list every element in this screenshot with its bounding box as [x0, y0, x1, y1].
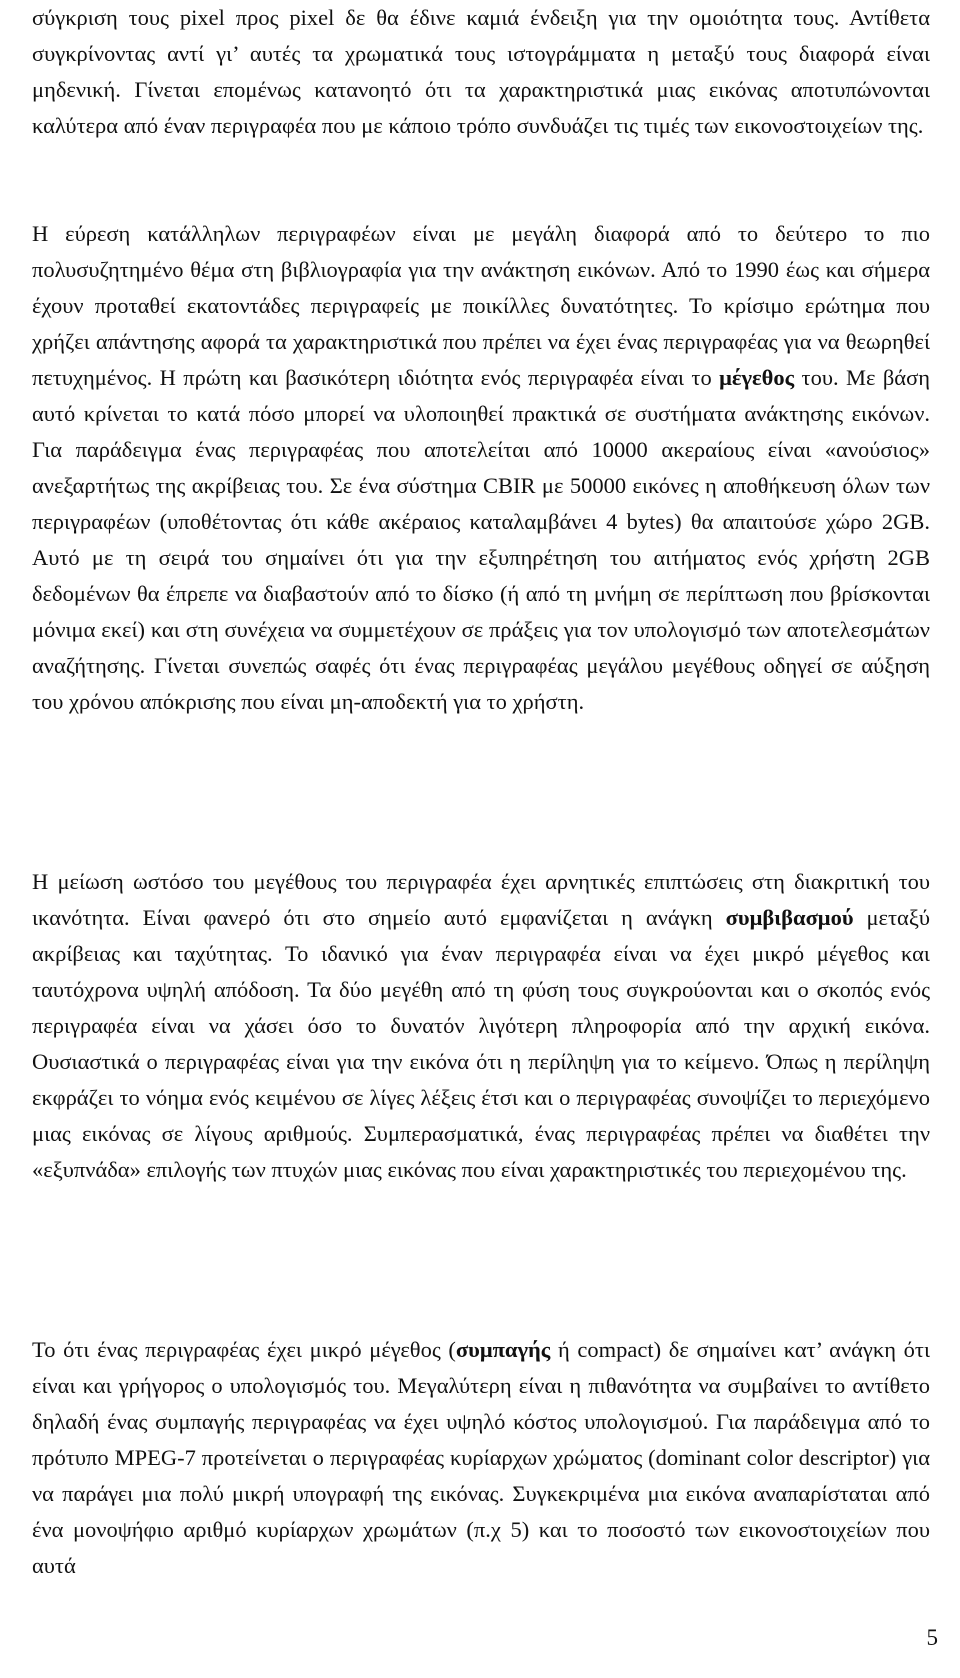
paragraph-4-text-after: ή compact) δε σημαίνει κατ’ ανάγκη ότι είναι και γρήγορος ο υπολογισμός του. Μεγαλύτερη είναι η πιθανότητα να συμβαίνει το αντίθετο δηλαδή ένας συμπαγής περιγραφέας να έχει υψηλό κόστος υπολογισμού. Για παράδειγμα από το πρότυπο MPEG-7 προτείνεται ο περιγραφέας κυρίαρχων χρώματος (dominant color descriptor) για να παράγει μια πολύ μικρή υπογραφή της εικόνας. Συγκεκριμένα μια εικόνα αναπαρίσταται από ένα μονοψήφιο αριθμό κυρίαρχων χρωμάτων (π.χ 5) και το ποσοστό των εικονοστοιχείων που αυτά — [32, 1337, 930, 1578]
paragraph-2-text-before: Η εύρεση κατάλληλων περιγραφέων είναι με μεγάλη διαφορά από το δεύτερο το πιο πολυσυζητημένο θέμα στη βιβλιογραφία για την ανάκτηση εικόνων. Από το 1990 έως και σήμερα έχουν προταθεί εκατοντάδες περιγραφείς με ποικίλλες δυνατότητες. Το κρίσιμο ερώτημα που χρήζει απάντησης αφορά τα χαρακτηριστικά που πρέπει να έχει ένας περιγραφέας για να θεωρηθεί πετυχημένος. Η πρώτη και βασικότερη ιδιότητα ενός περιγραφέα είναι το — [32, 221, 930, 390]
paragraph-3-bold-term: συμβιβασμού — [725, 905, 854, 930]
paragraph-4-text-before: Το ότι ένας περιγραφέας έχει μικρό μέγεθος ( — [32, 1337, 456, 1362]
paragraph-4 — [32, 1332, 930, 1584]
paragraph-3-text-before: Η μείωση ωστόσο του μεγέθους του περιγραφέα έχει αρνητικές επιπτώσεις στη διακριτική του ικανότητα. Είναι φανερό ότι στο σημείο αυτό εμφανίζεται η ανάγκη — [32, 869, 930, 930]
paragraph-2 — [32, 216, 930, 720]
paragraph-1 — [32, 0, 930, 144]
page-number: 5 — [926, 1625, 938, 1650]
paragraph-3 — [32, 864, 930, 1188]
paragraph-2-text-after: του. Με βάση αυτό κρίνεται το κατά πόσο μπορεί να υλοποιηθεί πρακτικά σε συστήματα ανάκτησης εικόνων. Για παράδειγμα ένας περιγραφέας που αποτελείται από 10000 ακεραίους είναι «ανούσιος» ανεξαρτήτως της ακρίβειας του. Σε ένα σύστημα CBIR με 50000 εικόνες η αποθήκευση όλων των περιγραφέων (υποθέτοντας ότι κάθε ακέραιος καταλαμβάνει 4 bytes) θα απαιτούσε χώρο 2GB. Αυτό με τη σειρά του σημαίνει ότι για την εξυπηρέτηση του αιτήματος ενός χρήστη 2GB δεδομένων θα έπρεπε να διαβαστούν από το δίσκο (ή από τη μνήμη σε περίπτωση που βρίσκονται μόνιμα εκεί) και στη συνέχεια να συμμετέχουν σε πράξεις για τον υπολογισμό των αποτελεσμάτων αναζήτησης. Γίνεται συνεπώς σαφές ότι ένας περιγραφέας μεγάλου μεγέθους οδηγεί σε αύξηση του χρόνου απόκρισης που είναι μη-αποδεκτή για το χρήστη. — [32, 365, 930, 714]
paragraph-3-text-after: μεταξύ ακρίβειας και ταχύτητας. Το ιδανικό για έναν περιγραφέα είναι να έχει μικρό μέγεθος και ταυτόχρονα υψηλή απόδοση. Τα δύο μεγέθη από τη φύση τους συγκρούονται και ο σκοπός ενός περιγραφέα είναι να χάσει όσο το δυνατόν λιγότερη πληροφορία από την αρχική εικόνα. Ουσιαστικά ο περιγραφέας είναι για την εικόνα ότι η περίληψη για το κείμενο. Όπως η περίληψη εκφράζει το νόημα ενός κειμένου σε λίγες λέξεις έτσι και ο περιγραφέας συνοψίζει το περιεχόμενο μιας εικόνας σε λίγους αριθμούς. Συμπερασματικά, ένας περιγραφέας πρέπει να διαθέτει την «εξυπνάδα» επιλογής των πτυχών μιας εικόνας που είναι χαρακτηριστικές του περιεχομένου της. — [32, 905, 930, 1182]
paragraph-1-text: σύγκριση τους pixel προς pixel δε θα έδινε καμιά ένδειξη για την ομοιότητα τους. Αντίθετα συγκρίνοντας αντί γι’ αυτές τα χρωματικά τους ιστογράμματα η μεταξύ τους διαφορά είναι μηδενική. Γίνεται επομένως κατανοητό ότι τα χαρακτηριστικά μιας εικόνας αποτυπώνονται καλύτερα από έναν περιγραφέα που με κάποιο τρόπο συνδυάζει τις τιμές των εικονοστοιχείων της. — [32, 5, 930, 138]
paragraph-4-bold-term: συμπαγής — [455, 1337, 551, 1362]
paragraph-2-bold-term: μέγεθος — [719, 365, 795, 390]
